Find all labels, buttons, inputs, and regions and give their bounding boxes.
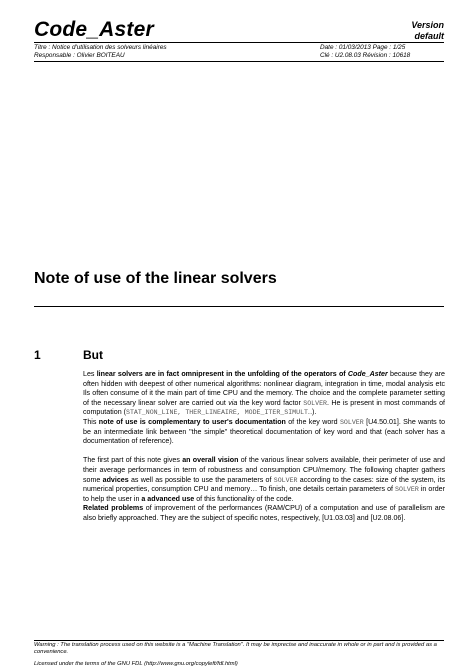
footer-warning: Warning : The translation process used on this website is a "Machine Translation". It may be imprecise and inaccurate in whole or in part and is provided as a convenience. bbox=[34, 642, 437, 655]
footer-rule bbox=[34, 640, 444, 641]
text-run: note of use is complementary to user's documentation bbox=[98, 417, 286, 426]
text-run: . He is present in most commands of computation ( bbox=[83, 398, 445, 417]
text-run: linear solvers are in fact omnipresent in the unfolding of the operators of bbox=[96, 370, 348, 378]
header-bottom-rule bbox=[34, 61, 444, 62]
text-run: the key word factor bbox=[237, 398, 304, 407]
section-body bbox=[83, 370, 445, 524]
command-list: STAT_NON_LINE, THER_LINEAIRE, MODE_ITER_SIMULT… bbox=[125, 409, 312, 417]
keyword: SOLVER bbox=[273, 476, 298, 484]
version-value: default bbox=[414, 31, 444, 41]
section-title: But bbox=[83, 348, 103, 362]
responsible-line: Responsable : Olivier BOITEAU bbox=[34, 52, 125, 59]
paragraph-3 bbox=[83, 456, 445, 504]
text-run: of the various linear solvers available, their perimeter of use and their average performances in term of robustness and consumption CPU/memory. The following chapter gathers some bbox=[83, 456, 445, 484]
date-page-line: Date : 01/03/2013 Page : 1/25 bbox=[320, 44, 406, 51]
text-run: The first part of this note gives bbox=[83, 456, 183, 465]
paragraph-1 bbox=[83, 370, 445, 418]
page-title: Note of use of the linear solvers bbox=[34, 270, 277, 287]
header-rule bbox=[34, 42, 444, 43]
text-run: of improvement of the performances (RAM/CPU) of a computation and use of parallelism are also briefly approached. They are the subject of specific notes, respectively, [U1.03.03] and [U2.08.06]. bbox=[83, 504, 445, 522]
text-run: as well as possible to use the parameters of bbox=[128, 475, 274, 484]
text-run: of the key word bbox=[285, 417, 340, 426]
text-run: in order to help the user in bbox=[83, 485, 445, 503]
text-run: This bbox=[83, 417, 99, 426]
version-block bbox=[411, 20, 444, 42]
key-revision-line: Clé : U2.08.03 Révision : 10618 bbox=[320, 52, 411, 59]
keyword: SOLVER bbox=[339, 418, 364, 426]
doc-title-line: Titre : Notice d'utilisation des solveurs linéaires bbox=[34, 44, 167, 51]
keyword: SOLVER bbox=[395, 486, 419, 494]
text-run: Related problems bbox=[83, 504, 144, 513]
text-run: a advanced use bbox=[141, 494, 195, 503]
text-run: advices bbox=[102, 475, 129, 484]
text-run: an overall vision bbox=[182, 456, 239, 465]
text-run: because they are often hidden with deepest of other numerical algorithms: nonlinear diagram, integration in time, modal analysis etc Ils often consume of it the main part of time CPU and the memory. The choice and the complete parameter setting of the necessary linear solver are carried out bbox=[83, 370, 445, 407]
text-run: via bbox=[228, 398, 238, 407]
code-aster-logo: Code_Aster bbox=[34, 18, 154, 41]
text-run: according to the cases: size of the system, its numerical properties, consumption CPU and memory… To finish, one details certain parameters of bbox=[83, 475, 446, 494]
text-run: [U4.50.01]. She wants to be an intermediate link between "the simple" theoretical documentation of key word and that (each solver has a documentation of reference). bbox=[83, 417, 446, 446]
keyword: SOLVER bbox=[303, 399, 327, 407]
text-run: Les bbox=[83, 370, 97, 378]
title-rule bbox=[34, 306, 444, 307]
paragraph-2 bbox=[83, 418, 445, 447]
version-label: Version bbox=[411, 20, 444, 30]
section-number: 1 bbox=[34, 348, 41, 362]
product-name: Code_Aster bbox=[347, 370, 388, 378]
footer-license: Licensed under the terms of the GNU FDL (http://www.gnu.org/copyleft/fdl.html) bbox=[34, 661, 238, 667]
text-run: of this functionality of the code. bbox=[194, 494, 294, 503]
text-run: ). bbox=[311, 408, 317, 417]
paragraph-4 bbox=[83, 504, 445, 523]
